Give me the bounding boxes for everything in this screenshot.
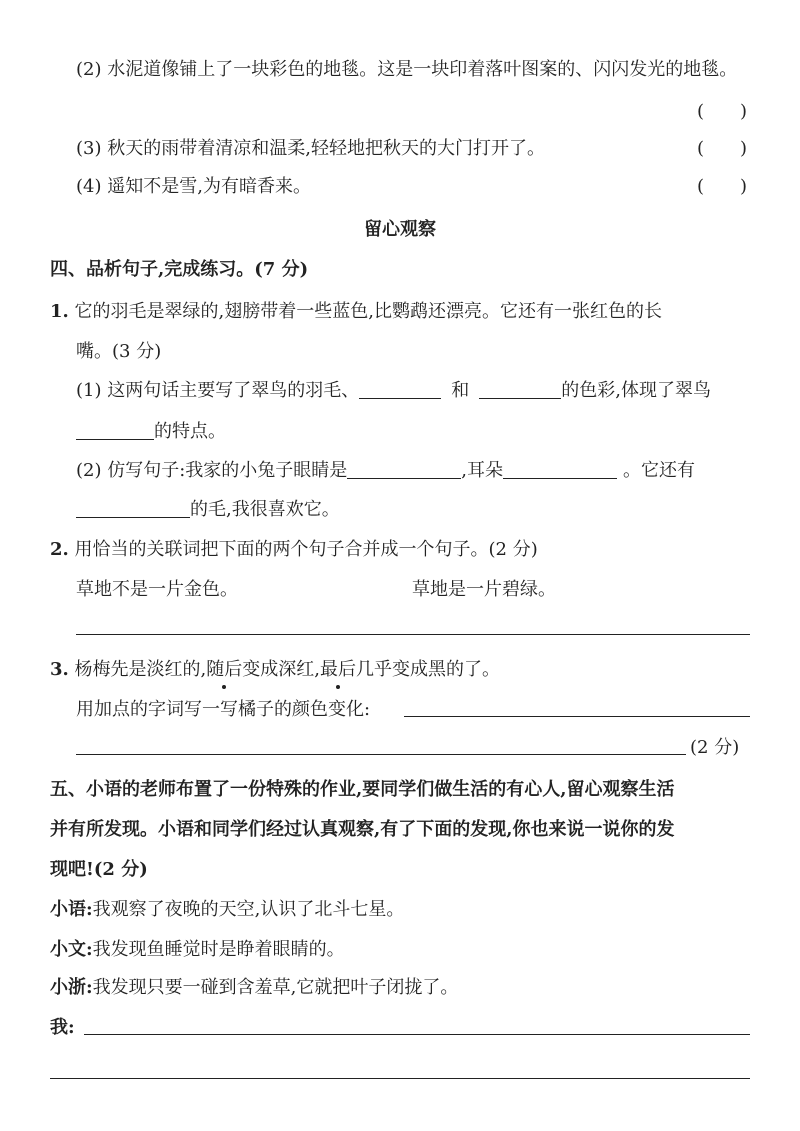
discovery-item xyxy=(50,898,404,922)
q1-sub2-text-a: (2) 仿写句子:我家的小兔子眼睛是 xyxy=(76,460,348,481)
answer-blank[interactable] xyxy=(359,380,441,399)
part4-heading: 四、品析句子,完成练习。(7 分) xyxy=(50,259,309,280)
speaker-name: 小语: xyxy=(50,899,93,920)
question-4-text xyxy=(76,175,311,199)
speaker-name: 小浙: xyxy=(50,977,93,998)
q3-text xyxy=(50,658,500,682)
q1-sub1-line2 xyxy=(76,420,226,444)
discovery-text: 我观察了夜晚的天空,认识了北斗七星。 xyxy=(92,899,405,920)
q1-sub2-text-c: 。它还有 xyxy=(623,460,696,481)
q2-sentence-2: 草地是一片碧绿。 xyxy=(412,579,556,600)
answer-line[interactable] xyxy=(404,716,750,717)
answer-parentheses[interactable]: ( ) xyxy=(696,138,748,159)
q3-instruction: 用加点的字词写一写橘子的颜色变化: xyxy=(76,699,371,720)
q2-text xyxy=(50,538,538,562)
part5-heading-line1: 五、小语的老师布置了一份特殊的作业,要同学们做生活的有心人,留心观察生活 xyxy=(50,779,675,800)
q3-number: 3. xyxy=(50,659,69,680)
q1-sub1-line1 xyxy=(76,379,711,403)
q1-text-line2: 嘴。(3 分) xyxy=(76,341,162,362)
q3-part: 变成深红, xyxy=(242,659,320,680)
answer-parentheses[interactable]: ( ) xyxy=(696,101,748,122)
discovery-item xyxy=(50,976,458,1000)
answer-blank[interactable] xyxy=(76,499,190,518)
answer-blank[interactable] xyxy=(347,460,461,479)
q1-number: 1. xyxy=(50,301,69,322)
q1-sub1-text-d: 的特点。 xyxy=(154,421,226,442)
q1-sub1-text-a: (1) 这两句话主要写了翠鸟的羽毛、 xyxy=(76,380,360,401)
question-num: (2) xyxy=(76,59,102,80)
q1-sub1-text-b: 和 xyxy=(451,380,470,401)
question-num: (4) xyxy=(76,176,102,197)
q2-sentence-1: 草地不是一片金色。 xyxy=(76,579,238,600)
discovery-item xyxy=(50,938,345,962)
dotted-word: 最后 xyxy=(320,659,356,680)
part5-heading-line3: 现吧!(2 分) xyxy=(50,859,148,880)
answer-line[interactable] xyxy=(76,634,750,635)
speaker-name: 小文: xyxy=(50,939,93,960)
discovery-text: 我发现只要一碰到含羞草,它就把叶子闭拢了。 xyxy=(92,977,459,998)
answer-blank[interactable] xyxy=(503,460,617,479)
answer-blank[interactable] xyxy=(76,421,154,440)
question-body: 水泥道像铺上了一块彩色的地毯。这是一块印着落叶图案的、闪闪发光的地毯。 xyxy=(107,59,738,80)
answer-line[interactable] xyxy=(84,1034,750,1035)
q1-text-line1 xyxy=(50,300,662,324)
q2-number: 2. xyxy=(50,539,69,560)
q2-body: 用恰当的关联词把下面的两个句子合并成一个句子。(2 分) xyxy=(74,539,538,560)
question-num: (3) xyxy=(76,138,102,159)
question-2-text xyxy=(76,58,737,82)
question-3-text xyxy=(76,137,545,161)
q3-score: (2 分) xyxy=(690,737,740,758)
q3-part: 杨梅先是淡红的, xyxy=(74,659,207,680)
me-label: 我: xyxy=(50,1017,75,1038)
q1-sub2-text-d: 的毛,我很喜欢它。 xyxy=(190,499,340,520)
answer-line[interactable] xyxy=(50,1078,750,1079)
section-title: 留心观察 xyxy=(364,219,436,240)
part5-heading-line2: 并有所发现。小语和同学们经过认真观察,有了下面的发现,你也来说一说你的发 xyxy=(50,819,675,840)
q1-sub2-line2 xyxy=(76,498,340,522)
answer-line[interactable] xyxy=(76,754,686,755)
answer-parentheses[interactable]: ( ) xyxy=(696,176,748,197)
q1-body: 它的羽毛是翠绿的,翅膀带着一些蓝色,比鹦鹉还漂亮。它还有一张红色的长 xyxy=(74,301,662,322)
discovery-text: 我发现鱼睡觉时是睁着眼睛的。 xyxy=(92,939,345,960)
q1-sub1-text-c: 的色彩,体现了翠鸟 xyxy=(561,380,711,401)
q1-sub2-line1 xyxy=(76,459,695,483)
question-body: 遥知不是雪,为有暗香来。 xyxy=(107,176,311,197)
answer-blank[interactable] xyxy=(479,380,561,399)
q1-sub2-text-b: ,耳朵 xyxy=(461,460,504,481)
q3-part: 几乎变成黑的了。 xyxy=(356,659,500,680)
dotted-word: 随后 xyxy=(206,659,243,680)
question-body: 秋天的雨带着清凉和温柔,轻轻地把秋天的大门打开了。 xyxy=(107,138,545,159)
